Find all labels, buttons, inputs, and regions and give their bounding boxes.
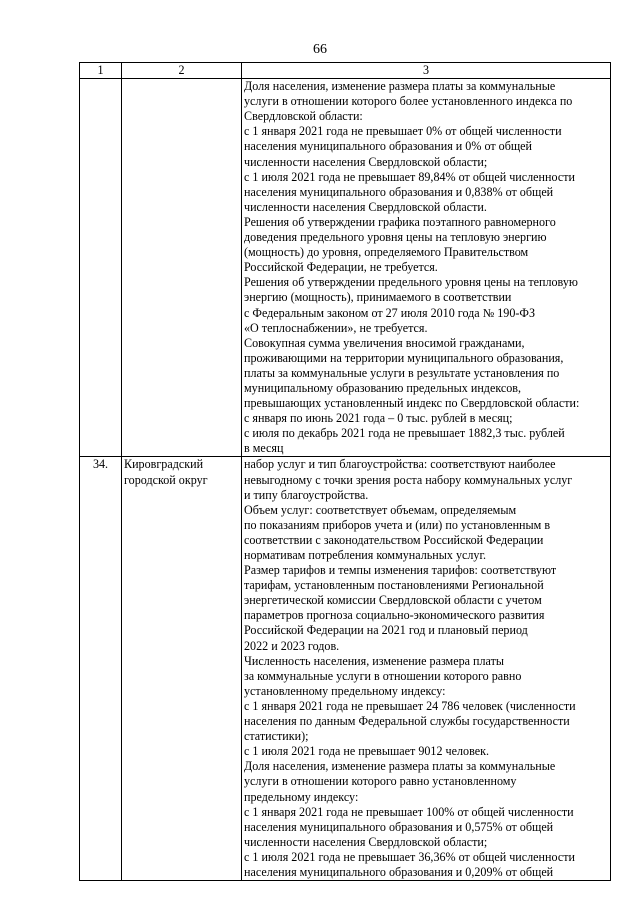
table-row-34 — [80, 457, 611, 881]
text-line: 2022 и 2023 годов. — [244, 638, 340, 653]
page-number: 66 — [313, 42, 327, 57]
description-cell — [242, 457, 611, 881]
text-line: численности населения Свердловской области; — [244, 154, 488, 169]
text-line: населения муниципального образования и 0,838% от общей — [244, 184, 554, 199]
description-cell — [242, 79, 611, 457]
text-line: с 1 января 2021 года не превышает 24 786 человек (численности — [244, 698, 576, 713]
text-line: невыгодному с точки зрения роста набору коммунальных услуг — [244, 472, 573, 487]
text-line: платы за коммунальные услуги в результате установления по — [244, 365, 560, 380]
text-line: населения муниципального образования и 0,575% от общей — [244, 819, 554, 834]
municipality-name-cell — [122, 79, 242, 457]
text-line: Кировградский — [124, 457, 204, 472]
text-line: с 1 июля 2021 года не превышает 36,36% от общей численности — [244, 849, 575, 864]
text-line: за коммунальные услуги в отношении которого равно — [244, 668, 522, 683]
text-line: населения муниципального образования и 0,209% от общей — [244, 864, 554, 879]
text-line: превышающих установленный индекс по Свердловской области: — [244, 396, 580, 411]
text-line: по показаниям приборов учета и (или) по установленным в — [244, 517, 551, 532]
text-line: с июля по декабрь 2021 года не превышает 1882,3 тыс. рублей — [244, 426, 565, 441]
text-line: соответствии с законодательством Российской Федерации — [244, 532, 544, 547]
text-line: Доля населения, изменение размера платы за коммунальные — [244, 759, 556, 774]
text-line: тарифам, установленным постановлениями Региональной — [244, 578, 544, 593]
table-header-row — [80, 63, 611, 79]
text-line: услуги в отношении которого равно установленному — [244, 774, 517, 789]
text-line: нормативам потребления коммунальных услуг. — [244, 548, 487, 562]
text-line: Доля населения, изменение размера платы за коммунальные — [244, 79, 556, 94]
text-line: с 1 июля 2021 года не превышает 89,84% от общей численности — [244, 169, 575, 184]
row-number-cell — [80, 79, 122, 457]
text-line: с 1 января 2021 года не превышает 0% от общей численности — [244, 124, 562, 139]
text-line: Размер тарифов и темпы изменения тарифов: соответствуют — [244, 563, 557, 578]
row-number-cell: 34. — [80, 457, 122, 881]
header-cell-2: 2 — [122, 63, 242, 79]
text-line: Российской Федерации, не требуется. — [244, 260, 438, 275]
text-line: энергию (мощность), принимаемого в соответствии — [244, 290, 512, 305]
text-line: с января по июнь 2021 года – 0 тыс. рублей в месяц; — [244, 411, 513, 426]
municipality-name-cell — [122, 457, 242, 881]
text-line: доведения предельного уровня цены на тепловую энергию — [244, 230, 547, 245]
text-line: в месяц — [244, 441, 284, 456]
header-cell-3: 3 — [242, 63, 611, 79]
header-cell-1: 1 — [80, 63, 122, 79]
text-line: Совокупная сумма увеличения вносимой гражданами, — [244, 335, 525, 350]
table-row-continuation — [80, 79, 611, 457]
text-line: населения муниципального образования и 0% от общей — [244, 139, 532, 154]
text-line: Решения об утверждении предельного уровня цены на тепловую — [244, 275, 578, 290]
text-line: и типу благоустройства. — [244, 487, 369, 502]
text-line: Свердловской области: — [244, 109, 363, 124]
text-line: городской округ — [124, 472, 208, 487]
text-line: с Федеральным законом от 27 июля 2010 года № 190-ФЗ — [244, 305, 536, 320]
text-line: энергетической комиссии Свердловской области с учетом — [244, 593, 542, 608]
text-line: Решения об утверждении графика поэтапного равномерного — [244, 214, 556, 229]
text-line: статистики); — [244, 729, 309, 744]
text-line: численности населения Свердловской области; — [244, 834, 488, 849]
text-line: Российской Федерации на 2021 год и плановый период — [244, 623, 528, 638]
text-line: (мощность) до уровня, определяемого Правительством — [244, 245, 529, 260]
text-line: численности населения Свердловской области. — [244, 199, 487, 214]
text-line: Численность населения, изменение размера платы — [244, 653, 504, 668]
text-line: услуги в отношении которого более установленного индекса по — [244, 94, 573, 109]
text-line: проживающими на территории муниципального образования, — [244, 350, 564, 365]
text-line: с 1 января 2021 года не превышает 100% от общей численности — [244, 804, 574, 819]
text-line: установленному предельному индексу: — [244, 683, 446, 698]
text-line: населения по данным Федеральной службы государственности — [244, 714, 570, 729]
text-line: параметров прогноза социально-экономического развития — [244, 608, 545, 623]
text-line: с 1 июля 2021 года не превышает 9012 человек. — [244, 744, 489, 759]
text-line: набор услуг и тип благоустройства: соответствуют наиболее — [244, 457, 556, 472]
text-line: Объем услуг: соответствует объемам, определяемым — [244, 502, 517, 517]
text-line: «О теплоснабжении», не требуется. — [244, 320, 428, 335]
text-line: предельному индексу: — [244, 789, 359, 804]
document-table — [79, 62, 611, 881]
text-line: муниципальному образованию предельных индексов, — [244, 380, 522, 395]
